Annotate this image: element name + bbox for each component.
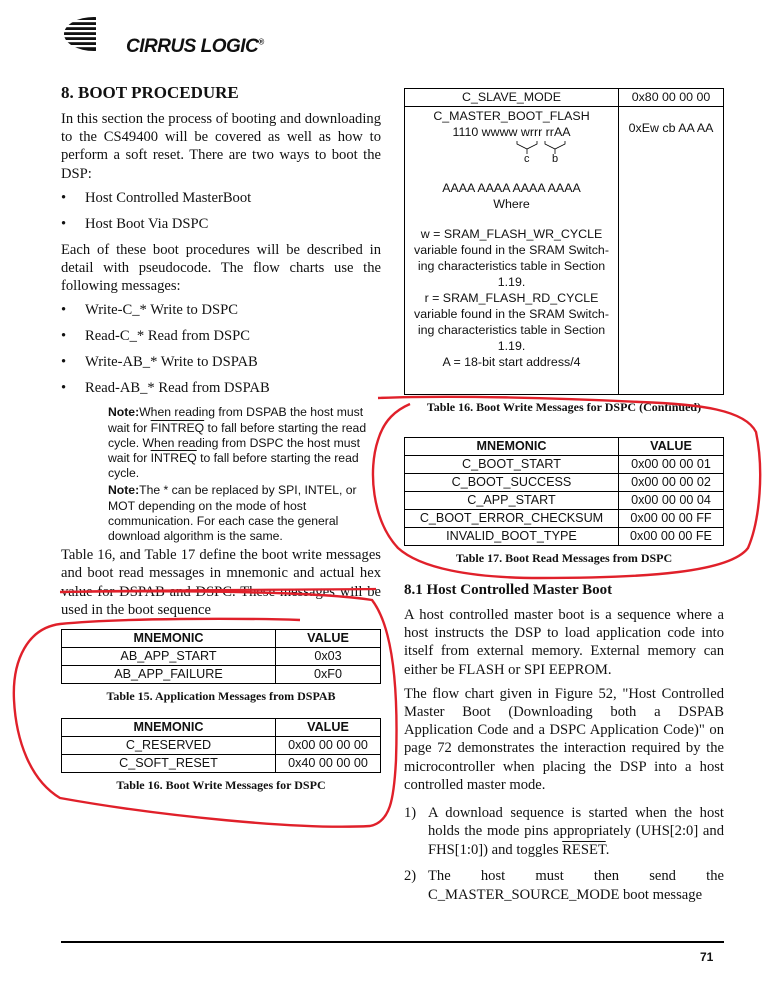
table-header: VALUE (619, 438, 724, 456)
where-label: Where (493, 197, 530, 211)
table-17 (404, 437, 724, 546)
table-header: MNEMONIC (405, 438, 619, 456)
note-reading (108, 405, 381, 481)
subsection-title: 8.1 Host Controlled Master Boot (404, 582, 613, 598)
table-cell: AB_APP_START (62, 648, 276, 666)
table-cell: C_APP_START (405, 492, 619, 510)
table-row (62, 755, 381, 773)
table-cell: 0xF0 (276, 666, 381, 684)
table-cell: C_BOOT_SUCCESS (405, 474, 619, 492)
table-cell: 0x00 00 00 01 (619, 456, 724, 474)
list-item: • Host Boot Via DSPC (61, 215, 381, 233)
note-text: When reading from DSPAB the host must wait for (108, 405, 364, 435)
steps-list (404, 804, 724, 904)
list-item (404, 804, 724, 859)
list-item: • Write-AB_* Write to DSPAB (61, 353, 381, 371)
subsection-paragraph-2: The flow chart given in Figure 52, "Host Controlled Master Boot (Downloading both a DSPAB Application Code and a DSPC Application Code)" on page 72 demonstrates the interaction required by the microcontroller when placing the DSP into a host controlled master mode. (404, 685, 724, 793)
a-definition: A = 18-bit start address/4 (442, 355, 581, 369)
table-15 (61, 629, 381, 684)
table-15-caption: Table 15. Application Messages from DSPAB (106, 689, 336, 704)
note-text: The * can be replaced by SPI, INTEL, or MOT depending on the mode of host communication. For each case the general download algorithm is the same. (108, 483, 357, 544)
table-16 (61, 718, 381, 773)
tables-paragraph: Table 16, and Table 17 define the boot write messages and boot read messages in mnemonic and actual hex value for DSPAB and DSPC. These messages will be used in the boot sequence (61, 547, 381, 618)
note-label: Note: (108, 405, 140, 420)
bit-pattern: 1110 wwww wrrr rrAA (452, 125, 571, 139)
note-label: Note: (108, 483, 140, 498)
table-16-continued-caption: Table 16. Boot Write Messages for DSPC (Continued) (426, 400, 702, 414)
table-row (405, 107, 724, 395)
table-cell: 0x80 00 00 00 (619, 89, 724, 107)
step-number: 2) (404, 868, 417, 885)
left-column (61, 82, 381, 793)
bit-brackets (407, 140, 616, 170)
table-header: VALUE (276, 630, 381, 648)
page-number: 71 (700, 950, 714, 964)
table-cell: 0xEw cb AA AA (619, 107, 724, 395)
bit-label-c: c (524, 153, 530, 165)
table-16-continued (404, 88, 724, 395)
table-row (405, 456, 724, 474)
step-number: 1) (404, 805, 417, 822)
table-cell: C_SOFT_RESET (62, 755, 276, 773)
intreq-signal: INTREQ (150, 451, 197, 466)
r-definition: r = SRAM_FLASH_RD_CYCLE variable found in the SRAM Switch-ing characteristics table in Section 1.19. (414, 291, 609, 353)
intro-paragraph: In this section the process of booting and downloading to the CS49400 will be covered as well as how to perform a soft reset. There are two ways to boot the DSP: (61, 111, 381, 182)
list-item (404, 867, 724, 904)
note-star (108, 483, 381, 544)
messages-list (61, 301, 381, 397)
table-row (405, 510, 724, 528)
step-text: . (605, 841, 610, 858)
table-header: VALUE (276, 719, 381, 737)
table-16-caption: Table 16. Boot Write Messages for DSPC (116, 778, 326, 793)
table-header: MNEMONIC (62, 630, 276, 648)
cirrus-logic-logo (60, 14, 280, 58)
list-item: • Write-C_* Write to DSPC (61, 301, 381, 319)
table-row (62, 666, 381, 684)
table-cell: INVALID_BOOT_TYPE (405, 528, 619, 546)
table-cell: C_BOOT_START (405, 456, 619, 474)
fintreq-signal: FINTREQ (150, 420, 205, 435)
note-text: to fall before starting the read cycle. (108, 451, 359, 481)
address-pattern: AAAA AAAA AAAA AAAA (442, 181, 581, 195)
table-cell: C_RESERVED (62, 737, 276, 755)
footer-rule (61, 941, 724, 943)
list-item: • Read-AB_* Read from DSPAB (61, 379, 381, 397)
subsection-paragraph-1: A host controlled master boot is a sequence where a host instructs the DSP to load application code into itself from external memory. External memory can either be FLASH or SPI EEPROM. (404, 607, 724, 678)
table-row (405, 89, 724, 107)
reset-signal: RESET (562, 841, 606, 858)
table-header: MNEMONIC (62, 719, 276, 737)
mnemonic-title: C_MASTER_BOOT_FLASH (433, 109, 590, 123)
table-cell: 0x40 00 00 00 (276, 755, 381, 773)
brand-name: CIRRUS LOGIC (126, 36, 259, 57)
table-row (62, 648, 381, 666)
table-cell: 0x03 (276, 648, 381, 666)
w-definition: w = SRAM_FLASH_WR_CYCLE variable found in the SRAM Switch-ing characteristics table in Section 1.19. (414, 227, 609, 289)
table-row (405, 492, 724, 510)
table-row (405, 474, 724, 492)
flow-paragraph: Each of these boot procedures will be described in detail with pseudocode. The flow charts use the following messages: (61, 241, 381, 295)
table-cell: AB_APP_FAILURE (62, 666, 276, 684)
table-cell: C_SLAVE_MODE (405, 89, 619, 107)
table-cell: 0x00 00 00 04 (619, 492, 724, 510)
table-cell: 0x00 00 00 FE (619, 528, 724, 546)
table-cell: 0x00 00 00 02 (619, 474, 724, 492)
step-text: The host must then send the C_MASTER_SOURCE_MODE boot message (428, 868, 724, 903)
table-row (62, 737, 381, 755)
right-column (404, 88, 724, 912)
list-item: • Read-C_* Read from DSPC (61, 327, 381, 345)
registered-mark: ® (258, 37, 264, 47)
step-text: A download sequence is started when the host holds the mode pins appropriately (UHS[2:0] and FHS[1:0]) and toggles (428, 805, 724, 858)
bit-label-b: b (552, 153, 559, 165)
table-17-caption: Table 17. Boot Read Messages from DSPC (455, 551, 673, 565)
table-row (405, 528, 724, 546)
boot-ways-list (61, 189, 381, 233)
table-cell: 0x00 00 00 00 (276, 737, 381, 755)
note-text: to fall before starting the read cycle. When reading from DSPC the host must wait for (108, 420, 367, 466)
section-title: 8. BOOT PROCEDURE (61, 83, 239, 102)
table-cell: 0x00 00 00 FF (619, 510, 724, 528)
table-cell: C_BOOT_ERROR_CHECKSUM (405, 510, 619, 528)
cirrus-logo-icon (60, 14, 130, 58)
list-item: • Host Controlled MasterBoot (61, 189, 381, 207)
